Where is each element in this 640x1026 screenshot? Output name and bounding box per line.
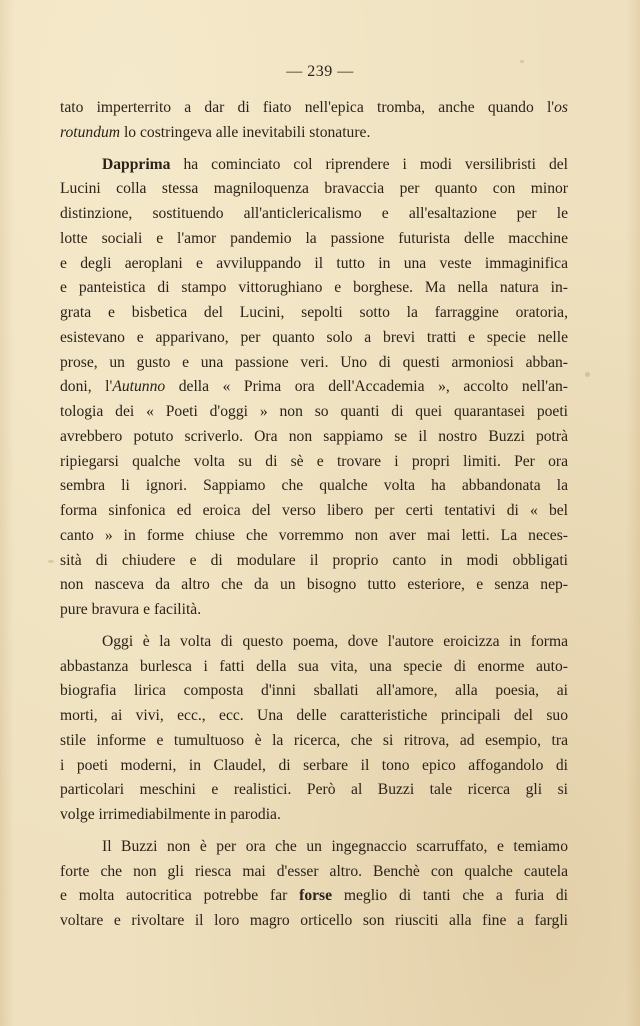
text-line [60, 884, 568, 909]
text-line [60, 400, 568, 425]
text-segment: lotte sociali e l'amor pandemio la passione futurista delle macchine [60, 229, 568, 247]
text-segment: non nasceva da altro che da un bisogno tutto esteriore, e senza nep- [60, 576, 568, 594]
text-line [60, 573, 568, 598]
text-segment: tato imperterrito a dar di fiato nell'epica tromba, anche quando l' [60, 99, 555, 116]
text-segment: grata e bisbetica del Lucini, sepolti sotto la farraggine oratoria, [60, 304, 568, 321]
text-segment: volge irrimediabilmente in parodia. [60, 806, 281, 823]
paragraph-gap [60, 623, 568, 630]
italic-text: Autunno [112, 378, 166, 396]
text-segment: stile informe e tumultuoso è la ricerca, che si ritrova, ad esempio, tra [60, 731, 568, 749]
text-line [60, 177, 568, 202]
text-segment: ha cominciato col riprendere i modi versilibristi del [170, 155, 568, 173]
text-line [60, 121, 568, 146]
text-line [60, 704, 568, 729]
text-segment: e molta autocritica potrebbe far [60, 887, 300, 905]
italic-text: rotundum [60, 123, 121, 141]
text-line [60, 598, 568, 623]
text-line [60, 655, 568, 680]
text-segment: canto » in forme chiuse che vorremmo non aver mai letti. La neces- [60, 526, 568, 544]
text-segment: distinzione, sostituendo all'anticlericalismo e all'esaltazione per le [60, 205, 568, 222]
paragraph-gap [60, 828, 568, 835]
text-line [60, 425, 568, 450]
text-segment: Il Buzzi non è per ora che un ingegnaccio scarruffato, e temiamo [102, 837, 568, 855]
text-segment: della « Prima ora dell'Accademia », accolto nell'an- [165, 378, 568, 396]
bold-text: forse [299, 887, 333, 905]
text-line [60, 679, 568, 704]
text-line [60, 252, 568, 277]
text-line [60, 351, 568, 376]
text-line [60, 729, 568, 754]
text-segment: forma sinfonica ed eroica del verso libero per certi tentativi di « bel [60, 502, 568, 519]
page-number: — 239 — [286, 63, 354, 80]
text-line [60, 549, 568, 574]
text-segment: doni, l' [60, 378, 113, 396]
body-text [60, 96, 568, 934]
text-line [60, 778, 568, 803]
text-line [60, 227, 568, 252]
paper-stain [48, 560, 54, 563]
text-line [60, 909, 568, 934]
text-line [60, 326, 568, 351]
text-segment: sità di chiudere e di modulare il proprio canto in modi obbligati [60, 551, 568, 569]
italic-text: os [554, 99, 568, 116]
text-line [60, 835, 568, 860]
text-line [60, 630, 568, 655]
text-segment: lo costringeva alle inevitabili stonature. [120, 123, 371, 141]
text-segment: e degli aeroplani e avviluppando il tutto in una veste immaginifica [60, 254, 568, 272]
paragraph-gap [60, 146, 568, 153]
text-segment: forte che non gli riesca mai d'esser altro. Benchè con qualche cautela [60, 862, 568, 880]
text-segment: Oggi è la volta di questo poema, dove l'autore eroicizza in forma [102, 632, 568, 650]
bold-text: Dapprima [102, 155, 171, 173]
text-segment: prose, un gusto e una passione veri. Uno di questi armoniosi abban- [60, 353, 568, 371]
text-segment: Lucini colla stessa magniloquenza bravaccia per quanto con minor [60, 180, 568, 198]
text-segment: ripiegarsi qualche volta su di sè e trovare i propri limiti. Per ora [60, 452, 568, 470]
text-segment: tologia dei « Poeti d'oggi » non so quanti di quei quarantasei poeti [60, 403, 568, 420]
text-line [60, 803, 568, 828]
text-line [60, 499, 568, 524]
text-segment: biografia lirica composta d'inni sballati all'amore, alla poesia, ai [60, 682, 568, 700]
text-segment: esistevano e apparivano, per quanto solo a brevi tratti e specie nelle [60, 328, 568, 346]
text-line [60, 450, 568, 475]
paper-stain [585, 372, 590, 377]
text-segment: meglio di tanti che a furia di [332, 887, 568, 905]
text-segment: e panteistica di stampo vittorughiano e borghese. Ma nella natura in- [60, 279, 568, 297]
text-segment: sembra li ignori. Sappiamo che qualche volta ha abbandonata la [60, 477, 568, 495]
text-line [60, 276, 568, 301]
text-line [60, 153, 568, 178]
text-segment: voltare e rivoltare il loro magro orticello son riusciti alla fine a fargli [60, 912, 568, 929]
text-line [60, 202, 568, 227]
text-line [60, 860, 568, 885]
text-segment: morti, ai vivi, ecc., ecc. Una delle caratteristiche principali del suo [60, 707, 568, 724]
text-line [60, 474, 568, 499]
text-segment: i poeti moderni, in Claudel, di serbare il tono epico affogandolo di [60, 756, 568, 774]
text-line [60, 375, 568, 400]
text-segment: abbastanza burlesca i fatti della sua vita, una specie di enorme auto- [60, 657, 568, 675]
text-line [60, 96, 568, 121]
text-line [60, 524, 568, 549]
text-line [60, 301, 568, 326]
text-segment: particolari meschini e realistici. Però al Buzzi tale ricerca gli si [60, 781, 568, 799]
text-line [60, 754, 568, 779]
text-segment: pure bravura e facilità. [60, 601, 202, 618]
text-segment: avrebbero potuto scriverlo. Ora non sappiamo se il nostro Buzzi potrà [60, 427, 568, 445]
